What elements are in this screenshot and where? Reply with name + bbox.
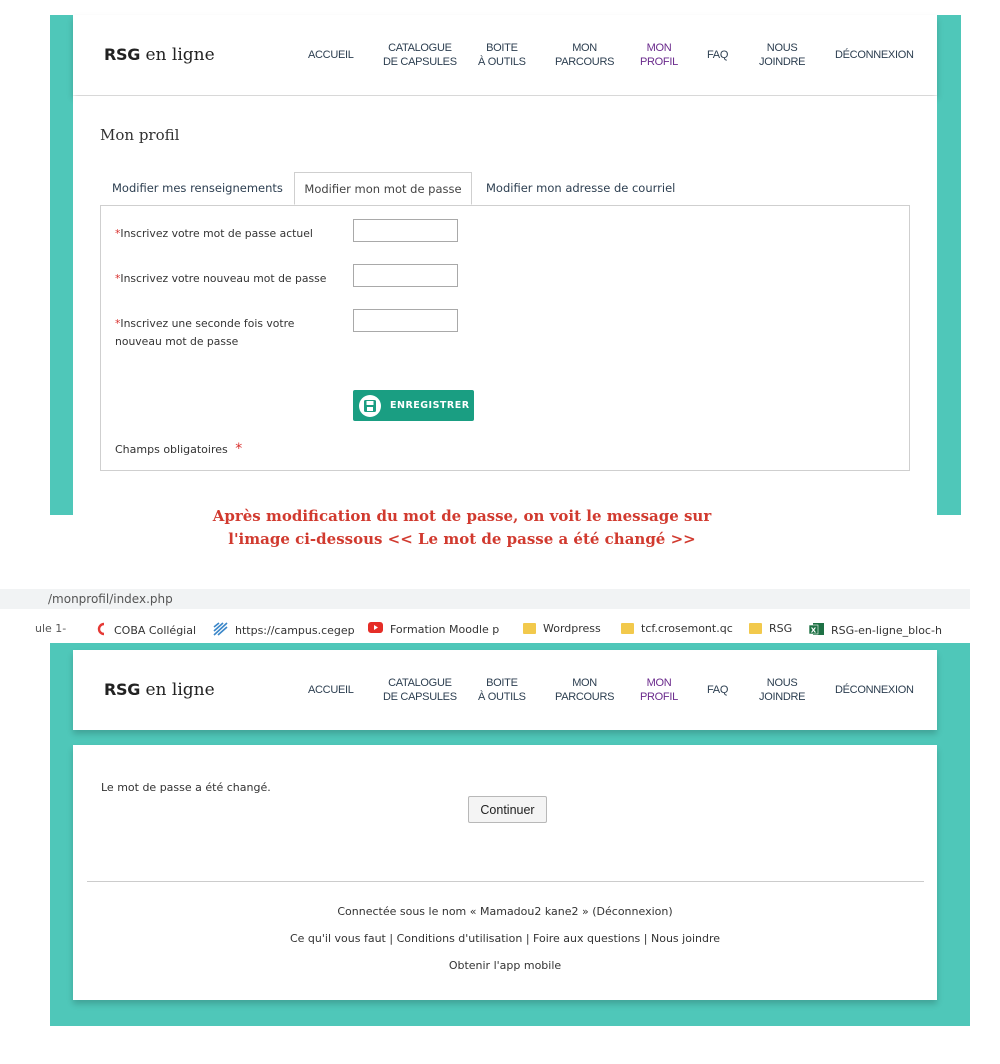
tab-modifier-mot-de-passe[interactable]: Modifier mon mot de passe	[294, 172, 472, 205]
nav-catalogue[interactable]: CATALOGUE DE CAPSULES	[383, 677, 457, 703]
address-bar[interactable]: /monprofil/index.php	[0, 589, 970, 609]
brand-logo[interactable]: RSG en ligne	[104, 680, 215, 700]
nav-deconnexion[interactable]: DÉCONNEXION	[835, 684, 914, 696]
bookmark-wordpress[interactable]: Wordpress	[523, 622, 601, 635]
new-password-label: *Inscrivez votre nouveau mot de passe	[115, 272, 327, 285]
required-fields-note: Champs obligatoires *	[115, 441, 243, 457]
svg-text:X: X	[810, 626, 817, 635]
footer-link-conditions[interactable]: Conditions d'utilisation	[396, 932, 523, 945]
mobile-app-link[interactable]: Obtenir l'app mobile	[448, 959, 562, 972]
required-marker: *	[115, 272, 121, 285]
tab-modifier-renseignements[interactable]: Modifier mes renseignements	[112, 181, 283, 195]
nav-faq[interactable]: FAQ	[707, 684, 729, 696]
page-title: Mon profil	[100, 126, 180, 144]
footer-separator: |	[389, 932, 394, 945]
footer-separator: |	[525, 932, 530, 945]
tab-modifier-courriel[interactable]: Modifier mon adresse de courriel	[486, 181, 676, 195]
footer-link-faq[interactable]: Foire aux questions	[533, 932, 641, 945]
excel-icon	[809, 622, 824, 639]
save-button[interactable]: ENREGISTRER	[353, 390, 474, 421]
bookmark-truncated[interactable]: ule 1-	[35, 622, 67, 635]
nav-boite-outils[interactable]: BOITE À OUTILS	[478, 42, 526, 68]
footer-separator: |	[643, 932, 648, 945]
continue-button[interactable]: Continuer	[468, 796, 547, 823]
folder-icon	[523, 623, 536, 634]
nav-nous-joindre[interactable]: NOUS JOINDRE	[759, 677, 806, 703]
new-password-input[interactable]	[353, 264, 458, 287]
nav-accueil[interactable]: ACCUEIL	[308, 49, 354, 61]
logged-in-info: Connectée sous le nom « Mamadou2 kane2 » (Déconnexion)	[337, 905, 673, 918]
footer-links	[73, 932, 937, 945]
bookmark-rsg-en-ligne-bloc[interactable]: X RSG-en-ligne_bloc-h	[810, 624, 942, 637]
site-header-bottom	[73, 650, 937, 730]
coba-icon	[95, 622, 107, 639]
teal-background-top-right	[937, 15, 961, 515]
nav-nous-joindre[interactable]: NOUS JOINDRE	[759, 42, 806, 68]
folder-icon	[749, 623, 762, 634]
bookmark-coba[interactable]: COBA Collégial	[95, 622, 196, 639]
nav-accueil[interactable]: ACCUEIL	[308, 684, 354, 696]
nav-boite-outils[interactable]: BOITE À OUTILS	[478, 677, 526, 703]
confirm-password-label: *Inscrivez une seconde fois votre nouveau mot de passe	[115, 317, 295, 348]
nav-mon-parcours[interactable]: MON PARCOURS	[555, 42, 615, 68]
bookmark-tcf-crosemont[interactable]: tcf.crosemont.qc	[621, 622, 733, 635]
confirm-password-input[interactable]	[353, 309, 458, 332]
teal-background-top	[50, 15, 73, 515]
nav-faq[interactable]: FAQ	[707, 49, 729, 61]
footer-link-ce-quil-vous-faut[interactable]: Ce qu'il vous faut	[289, 932, 386, 945]
bookmarks-bar	[0, 616, 970, 643]
current-password-label: *Inscrivez votre mot de passe actuel	[115, 227, 313, 240]
nav-mon-parcours[interactable]: MON PARCOURS	[555, 677, 615, 703]
password-changed-message: Le mot de passe a été changé.	[101, 781, 271, 794]
nav-mon-profil[interactable]: MON PROFIL	[640, 677, 678, 703]
nav-mon-profil[interactable]: MON PROFIL	[640, 42, 678, 68]
nav-deconnexion[interactable]: DÉCONNEXION	[835, 49, 914, 61]
brand-logo[interactable]: RSG en ligne	[104, 45, 215, 65]
site-header	[73, 15, 937, 95]
youtube-icon	[368, 622, 383, 636]
footer-divider	[87, 881, 924, 882]
bookmark-campus[interactable]: https://campus.cegep	[213, 622, 355, 639]
bookmark-rsg[interactable]: RSG	[749, 622, 792, 635]
current-password-input[interactable]	[353, 219, 458, 242]
folder-icon	[621, 623, 634, 634]
save-icon	[359, 395, 381, 417]
bookmark-formation-moodle[interactable]: Formation Moodle p	[368, 622, 499, 636]
annotation-line-1: Après modification du mot de passe, on voit le message sur	[212, 507, 712, 525]
required-marker: *	[115, 227, 121, 240]
required-marker: *	[115, 317, 121, 330]
footer-link-nous-joindre[interactable]: Nous joindre	[651, 932, 721, 945]
campus-icon	[213, 622, 228, 639]
annotation-line-2: l'image ci-dessous << Le mot de passe a été changé >>	[228, 530, 696, 548]
nav-catalogue[interactable]: CATALOGUE DE CAPSULES	[383, 42, 457, 68]
